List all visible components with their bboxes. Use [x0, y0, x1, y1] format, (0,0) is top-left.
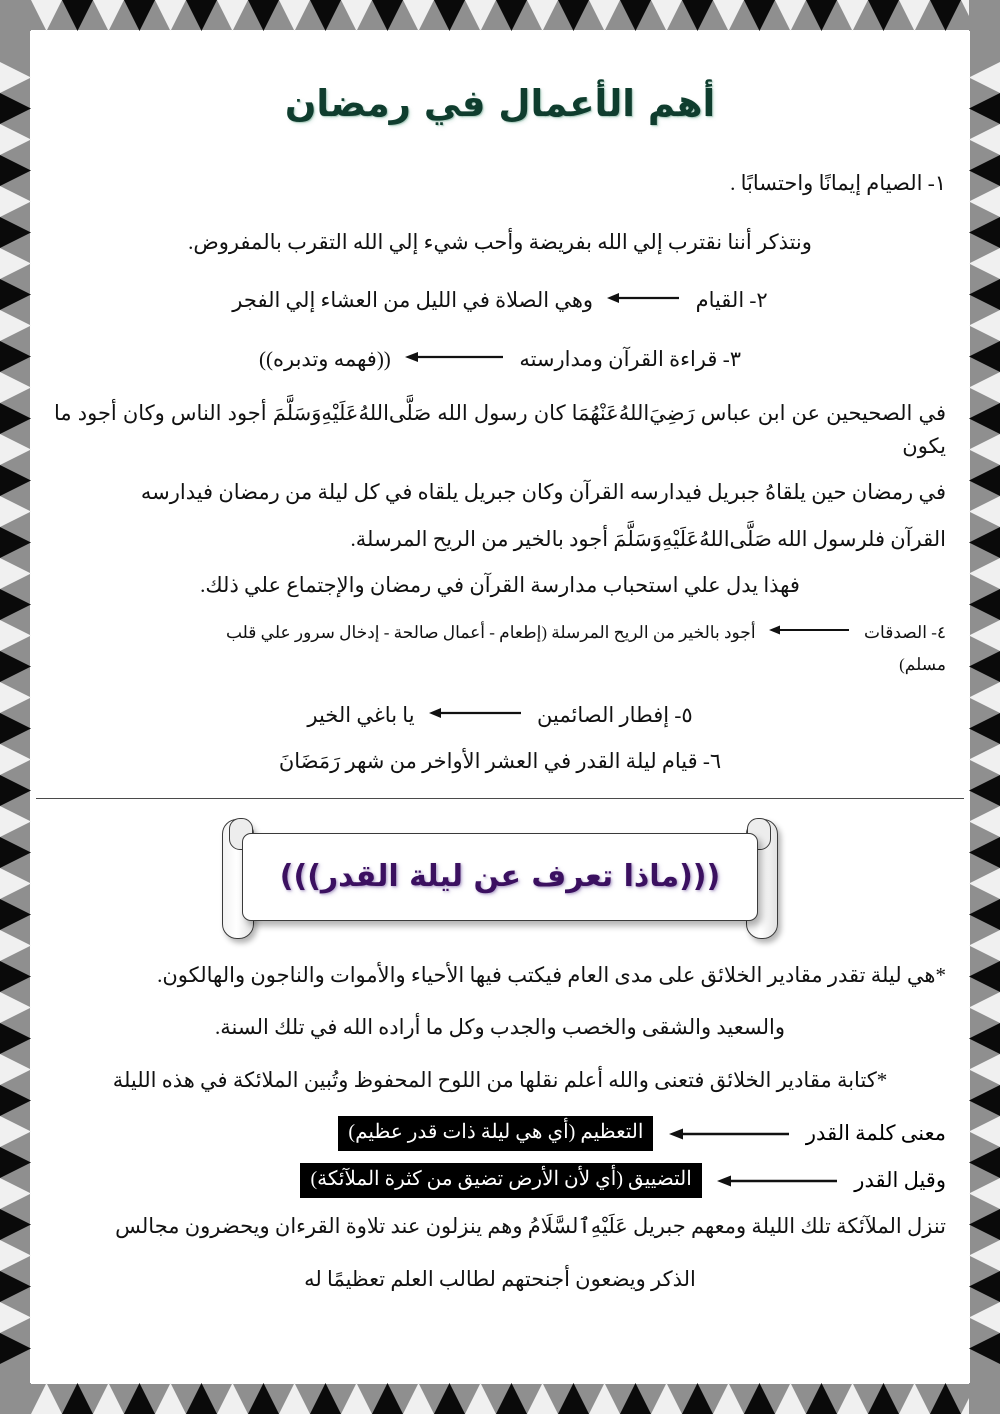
hadith-line-4: فهذا يدل علي استحباب مدارسة القرآن في رمضان والإجتماع علي ذلك.: [200, 573, 800, 598]
list-item-6-number: ٥-: [674, 702, 693, 727]
hadith-paragraph: [54, 397, 946, 602]
list-item-3-text: وهي الصلاة في الليل من العشاء إلي الفجر: [232, 288, 594, 313]
bottom-paragraph-3: *كتابة مقادير الخلائق فتعنى والله أعلم نقلها من اللوح المحفوظ وتُبين الملائكة في هذه الليلة: [112, 1067, 888, 1092]
list-item-4-number: ٣-: [722, 346, 741, 371]
list-item-1: [54, 167, 946, 200]
triangle-pattern-bottom-svg: [0, 1383, 1000, 1414]
highlight-box-1: التعظيم (أي هي ليلة ذات قدر عظيم): [338, 1116, 653, 1151]
list-item-6: [54, 699, 946, 732]
highlight-label-1: معنى كلمة القدر: [805, 1121, 946, 1146]
section-divider: [36, 798, 964, 799]
arrow-left-icon: [717, 1174, 839, 1188]
triangle-pattern-top-svg: [0, 0, 1000, 31]
list-item-6-label: إفطار الصائمين: [537, 702, 670, 727]
highlight-row-2: [54, 1163, 946, 1198]
scroll-banner-text: (((ماذا تعرف عن ليلة القدر))): [279, 859, 721, 895]
highlight-row-1: [54, 1116, 946, 1151]
bottom-paragraph-2: والسعيد والشقى والخصب والجدب وكل ما أراده الله في تلك السنة.: [215, 1015, 785, 1040]
bottom-section: [36, 959, 964, 1296]
list-item-3: [54, 284, 946, 317]
list-item-5-label: الصدقات: [864, 622, 927, 642]
list-item-5-wrap: مسلم): [899, 655, 946, 675]
list-item-3-number: ٢-: [749, 288, 768, 313]
scroll-banner-area: [36, 813, 964, 953]
list-item-1-text: الصيام إيمانًا واحتسابًا .: [730, 171, 923, 195]
list-item-1-number: ١-: [927, 171, 946, 195]
list-item-4: [54, 343, 946, 376]
border-corner-top-left: [0, 0, 31, 31]
hadith-line-3: القرآن فلرسول الله صَلَّى‌اللهُ‌عَلَيْهِ‌وَسَلَّمَ أجود بالخير من الريح المرسلة.: [350, 526, 946, 551]
border-corner-bottom-right: [969, 1383, 1000, 1414]
list-item-2-note: [54, 226, 946, 259]
border-corner-bottom-left: [0, 1383, 31, 1414]
hadith-line-2: في رمضان حين يلقاهُ جبريل فيدارسه القرآن وكان جبريل يلقاه في كل ليلة من رمضان فيدارسه: [140, 480, 946, 505]
closing-line-2: الذكر ويضعون أجنحتهم لطالب العلم تعظيمًا له: [304, 1266, 696, 1291]
list-item-7-text: قيام ليلة القدر في العشر الأواخر من شهر رَمَضَانَ: [278, 749, 698, 774]
list-item-2-text: ونتذكر أننا نقترب إلي الله بفريضة وأحب شيء إلي الله التقرب بالمفروض.: [188, 229, 812, 254]
border-triangles-top: [0, 0, 1000, 31]
list-item-7-number: ٦-: [702, 749, 722, 774]
scroll-banner: [220, 827, 780, 923]
page-title: أهم الأعمال في رمضان: [284, 82, 716, 125]
list-item-4-label: قراءة القرآن ومدارسته: [519, 346, 718, 371]
border-triangles-bottom: [0, 1383, 1000, 1414]
triangle-pattern-left-svg: [0, 0, 31, 1414]
arrow-left-icon: [405, 350, 505, 364]
list-item-4-text: ((فهمه وتدبره)): [259, 346, 391, 371]
list-item-3-label: القيام: [695, 288, 745, 313]
border-triangles-right: [969, 0, 1000, 1414]
arrow-left-icon: [669, 1127, 791, 1141]
list-item-6-text: يا باغي الخير: [307, 702, 415, 727]
arrow-left-icon: [607, 291, 681, 305]
border-triangles-left: [0, 0, 31, 1414]
list-item-5-text: أجود بالخير من الريح المرسلة (إطعام - أعمال صالحة - إدخال سرور علي قلب: [225, 622, 756, 642]
border-corner-top-right: [969, 0, 1000, 31]
closing-paragraph: [54, 1210, 946, 1295]
bottom-paragraph-1: *هي ليلة تقدر مقادير الخلائق على مدى العام فيكتب فيها الأحياء والأموات والناجون والهالكون.: [157, 962, 946, 987]
list-item-5: [54, 620, 946, 646]
highlight-box-2: التضييق (أي لأن الأرض تضيق من كثرة الملآئكة): [300, 1163, 701, 1198]
closing-line-1: تنزل الملآئكة تلك الليلة ومعهم جبريل عَلَيْهِ‌ٱلسَّلَامُ وهم ينزلون عند تلاوة القرءان ويحضرون مجالس: [115, 1214, 946, 1239]
list-item-5-number: ٤-: [931, 622, 946, 642]
arrow-left-icon: [769, 624, 851, 636]
hadith-line-1: في الصحيحين عن ابن عباس رَضِيَ‌اللهُ‌عَنْهُمَا كان رسول الله صَلَّى‌اللهُ‌عَلَيْهِ‌وَسَلَّمَ أجود الناس وكان أجود ما يكون: [54, 401, 946, 458]
document-content: [36, 34, 964, 1380]
scroll-paper: [242, 833, 758, 921]
top-section: [36, 167, 964, 778]
highlight-label-2: وقيل القدر: [854, 1168, 946, 1193]
list-item-7: [54, 745, 946, 778]
triangle-pattern-right-svg: [969, 0, 1000, 1414]
arrow-left-icon: [429, 706, 523, 720]
